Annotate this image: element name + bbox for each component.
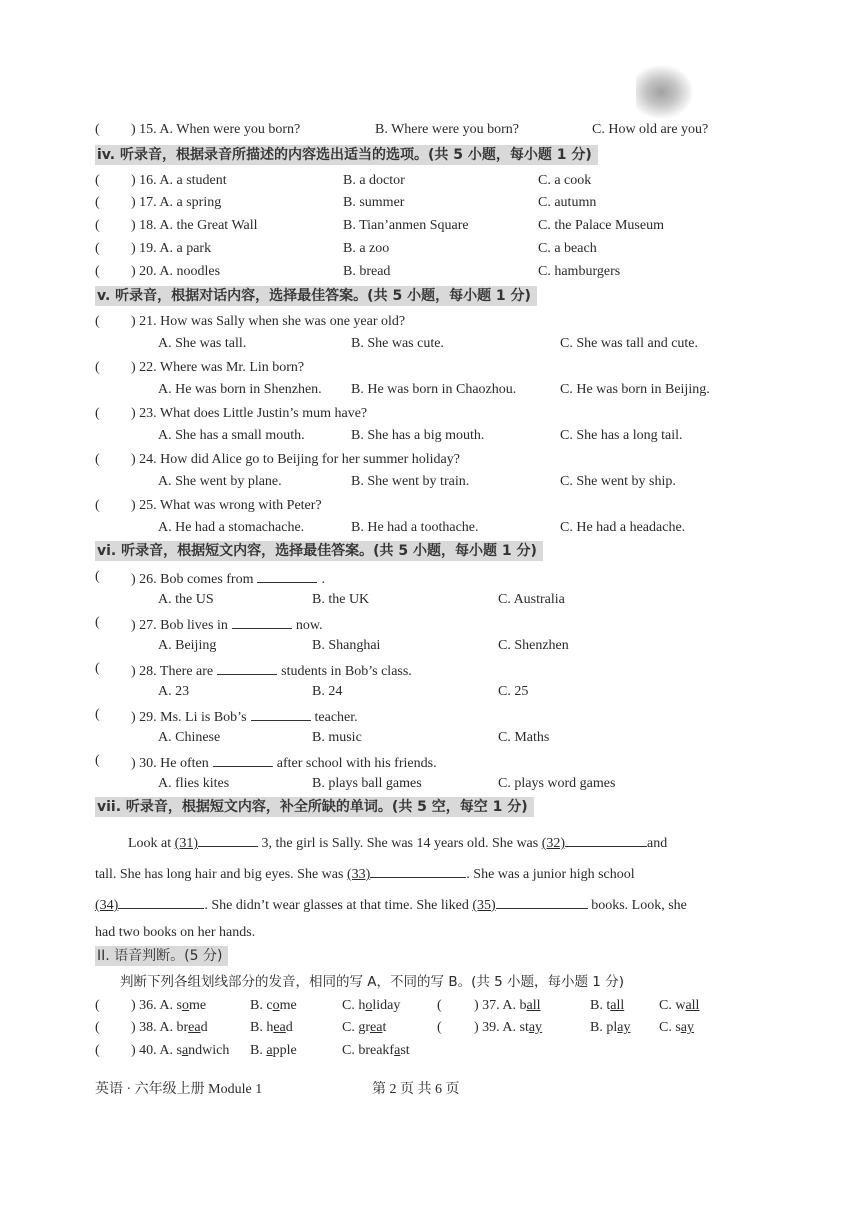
q27-question: ) 27. Bob lives in now. bbox=[131, 614, 323, 635]
passage-line-4: had two books on her hands. bbox=[95, 925, 256, 940]
scan-smudge bbox=[636, 66, 692, 118]
q38-option-b: B. head bbox=[250, 1020, 293, 1035]
q18-paren: ( bbox=[95, 218, 100, 233]
q15-option-b: B. Where were you born? bbox=[375, 122, 519, 137]
q29-option-a: A. Chinese bbox=[158, 730, 221, 745]
q18-option-b: B. Tian’anmen Square bbox=[343, 218, 469, 233]
blank-35 bbox=[496, 894, 588, 909]
blank-31 bbox=[198, 832, 258, 847]
q39-row bbox=[474, 1019, 542, 1037]
q22-option-b: B. He was born in Chaozhou. bbox=[351, 382, 517, 397]
passage-text: Look at bbox=[128, 836, 172, 851]
q22-option-a: A. He was born in Shenzhen. bbox=[158, 382, 322, 397]
q37-row bbox=[474, 997, 541, 1015]
q30-question: ) 30. He often after school with his friends. bbox=[131, 752, 437, 773]
q16-stem: ) 16. A. a student bbox=[131, 173, 227, 188]
q37-stem: ) 37. A. bbox=[474, 998, 516, 1013]
q26-paren: ( bbox=[95, 569, 100, 584]
passage-text: 3, the girl is Sally. She was 14 years old. She was bbox=[261, 836, 539, 851]
q40-paren: ( bbox=[95, 1043, 100, 1058]
q39-option-b: B. play bbox=[590, 1020, 631, 1035]
q30-paren: ( bbox=[95, 753, 100, 768]
q28-paren: ( bbox=[95, 661, 100, 676]
q36-row bbox=[131, 997, 206, 1015]
q19-option-b: B. a zoo bbox=[343, 241, 390, 256]
q18-stem: ) 18. A. the Great Wall bbox=[131, 218, 258, 233]
q23-option-a: A. She has a small mouth. bbox=[158, 428, 305, 443]
q19-option-c: C. a beach bbox=[538, 241, 597, 256]
q30-option-a: A. flies kites bbox=[158, 776, 230, 791]
passage-text: . She was a junior high school bbox=[466, 867, 635, 882]
q22-option-c: C. He was born in Beijing. bbox=[560, 382, 710, 397]
blank-31-number: (31) bbox=[174, 836, 198, 851]
q22-question: ) 22. Where was Mr. Lin born? bbox=[131, 360, 305, 375]
answer-blank bbox=[251, 706, 311, 721]
q28-option-c: C. 25 bbox=[498, 684, 529, 699]
q29-paren: ( bbox=[95, 707, 100, 722]
q36-paren: ( bbox=[95, 998, 100, 1013]
section-vii-heading: vii. 听录音，根据短文内容，补全所缺的单词。(共 5 空，每空 1 分) bbox=[95, 797, 534, 817]
q26-question: ) 26. Bob comes from . bbox=[131, 568, 325, 589]
q23-question: ) 23. What does Little Justin’s mum have? bbox=[131, 406, 368, 421]
blank-32 bbox=[565, 832, 647, 847]
passage-text: and bbox=[647, 836, 668, 851]
q25-option-a: A. He had a stomachache. bbox=[158, 520, 305, 535]
q38-paren: ( bbox=[95, 1020, 100, 1035]
q37-option-b: B. tall bbox=[590, 998, 625, 1013]
q29-option-b: B. music bbox=[312, 730, 362, 745]
q29-option-c: C. Maths bbox=[498, 730, 550, 745]
q40-stem: ) 40. A. bbox=[131, 1043, 173, 1058]
q15-option-c: C. How old are you? bbox=[592, 122, 709, 137]
q23-paren: ( bbox=[95, 406, 100, 421]
q39-stem: ) 39. A. bbox=[474, 1020, 516, 1035]
q27-option-a: A. Beijing bbox=[158, 638, 217, 653]
q20-paren: ( bbox=[95, 264, 100, 279]
q40-option-a: sandwich bbox=[176, 1043, 230, 1058]
q30-option-b: B. plays ball games bbox=[312, 776, 422, 791]
q38-row bbox=[131, 1019, 208, 1037]
q21-option-b: B. She was cute. bbox=[351, 336, 444, 351]
q18-option-c: C. the Palace Museum bbox=[538, 218, 664, 233]
q40-option-b: B. apple bbox=[250, 1043, 297, 1058]
section-vi-heading: vi. 听录音，根据短文内容，选择最佳答案。(共 5 小题，每小题 1 分) bbox=[95, 541, 543, 561]
q24-question: ) 24. How did Alice go to Beijing for her summer holiday? bbox=[131, 452, 460, 467]
q39-option-c: C. say bbox=[659, 1020, 695, 1035]
q27-option-c: C. Shenzhen bbox=[498, 638, 569, 653]
passage-text: . She didn’t wear glasses at that time. She liked bbox=[204, 898, 469, 913]
q26-option-a: A. the US bbox=[158, 592, 214, 607]
q39-option-a: stay bbox=[519, 1020, 543, 1035]
q24-option-b: B. She went by train. bbox=[351, 474, 470, 489]
blank-34 bbox=[118, 894, 204, 909]
q15-stem: ) 15. A. When were you born? bbox=[131, 122, 301, 137]
q21-option-a: A. She was tall. bbox=[158, 336, 247, 351]
q28-question: ) 28. There are students in Bob’s class. bbox=[131, 660, 412, 681]
q27-option-b: B. Shanghai bbox=[312, 638, 381, 653]
q37-option-c: C. wall bbox=[659, 998, 700, 1013]
answer-blank bbox=[217, 660, 277, 675]
phonics-instruction: 判断下列各组划线部分的发音，相同的写 A，不同的写 B。(共 5 小题，每小题 1 分) bbox=[120, 974, 624, 990]
q26-option-b: B. the UK bbox=[312, 592, 370, 607]
q16-paren: ( bbox=[95, 173, 100, 188]
q22-paren: ( bbox=[95, 360, 100, 375]
q20-stem: ) 20. A. noodles bbox=[131, 264, 221, 279]
answer-blank bbox=[213, 752, 273, 767]
q25-option-c: C. He had a headache. bbox=[560, 520, 686, 535]
section-v-heading: v. 听录音，根据对话内容，选择最佳答案。(共 5 小题，每小题 1 分) bbox=[95, 286, 537, 306]
passage-line-3 bbox=[95, 894, 740, 914]
q17-paren: ( bbox=[95, 195, 100, 210]
q39-paren: ( bbox=[437, 1020, 442, 1035]
passage-line-2 bbox=[95, 863, 740, 883]
q24-option-c: C. She went by ship. bbox=[560, 474, 676, 489]
q36-option-a: some bbox=[176, 998, 207, 1013]
q21-question: ) 21. How was Sally when she was one year old? bbox=[131, 314, 406, 329]
footer-subject: 英语 · 六年级上册 Module 1 bbox=[95, 1082, 263, 1097]
q25-paren: ( bbox=[95, 498, 100, 513]
q16-option-b: B. a doctor bbox=[343, 173, 405, 188]
answer-blank bbox=[257, 568, 317, 583]
q26-option-c: C. Australia bbox=[498, 592, 565, 607]
blank-33-number: (33) bbox=[346, 867, 371, 882]
q23-option-b: B. She has a big mouth. bbox=[351, 428, 485, 443]
q25-option-b: B. He had a toothache. bbox=[351, 520, 479, 535]
q21-option-c: C. She was tall and cute. bbox=[560, 336, 699, 351]
q20-option-c: C. hamburgers bbox=[538, 264, 621, 279]
q30-option-c: C. plays word games bbox=[498, 776, 616, 791]
blank-32-number: (32) bbox=[541, 836, 566, 851]
q25-question: ) 25. What was wrong with Peter? bbox=[131, 498, 322, 513]
blank-34-number: (34) bbox=[95, 898, 119, 913]
q28-option-a: A. 23 bbox=[158, 684, 190, 699]
q37-paren: ( bbox=[437, 998, 442, 1013]
q37-option-a: ball bbox=[519, 998, 541, 1013]
q36-stem: ) 36. A. bbox=[131, 998, 173, 1013]
q38-option-c: C. great bbox=[342, 1020, 387, 1035]
q38-stem: ) 38. A. bbox=[131, 1020, 173, 1035]
q17-stem: ) 17. A. a spring bbox=[131, 195, 222, 210]
q20-option-b: B. bread bbox=[343, 264, 391, 279]
q17-option-b: B. summer bbox=[343, 195, 405, 210]
answer-blank bbox=[232, 614, 292, 629]
q19-stem: ) 19. A. a park bbox=[131, 241, 212, 256]
q19-paren: ( bbox=[95, 241, 100, 256]
footer-page-number: 第 2 页 共 6 页 bbox=[372, 1082, 460, 1097]
passage-text: tall. She has long hair and big eyes. She was bbox=[95, 867, 344, 882]
q36-option-b: B. come bbox=[250, 998, 297, 1013]
q36-option-c: C. holiday bbox=[342, 998, 401, 1013]
q28-option-b: B. 24 bbox=[312, 684, 343, 699]
q21-paren: ( bbox=[95, 314, 100, 329]
q29-question: ) 29. Ms. Li is Bob’s teacher. bbox=[131, 706, 358, 727]
passage-text: books. Look, she bbox=[591, 898, 687, 913]
section-iv-heading: iv. 听录音，根据录音所描述的内容选出适当的选项。(共 5 小题，每小题 1 分) bbox=[95, 145, 598, 165]
q16-option-c: C. a cook bbox=[538, 173, 592, 188]
blank-35-number: (35) bbox=[472, 898, 496, 913]
q40-row bbox=[131, 1042, 229, 1060]
blank-33 bbox=[370, 863, 466, 878]
q24-option-a: A. She went by plane. bbox=[158, 474, 282, 489]
q17-option-c: C. autumn bbox=[538, 195, 597, 210]
q15-paren: ( bbox=[95, 122, 100, 137]
passage-line-1 bbox=[128, 832, 740, 852]
section-II-heading: II. 语音判断。(5 分) bbox=[95, 946, 228, 966]
q40-option-c: C. breakfast bbox=[342, 1043, 410, 1058]
q38-option-a: bread bbox=[176, 1020, 208, 1035]
q27-paren: ( bbox=[95, 615, 100, 630]
q23-option-c: C. She has a long tail. bbox=[560, 428, 683, 443]
q24-paren: ( bbox=[95, 452, 100, 467]
